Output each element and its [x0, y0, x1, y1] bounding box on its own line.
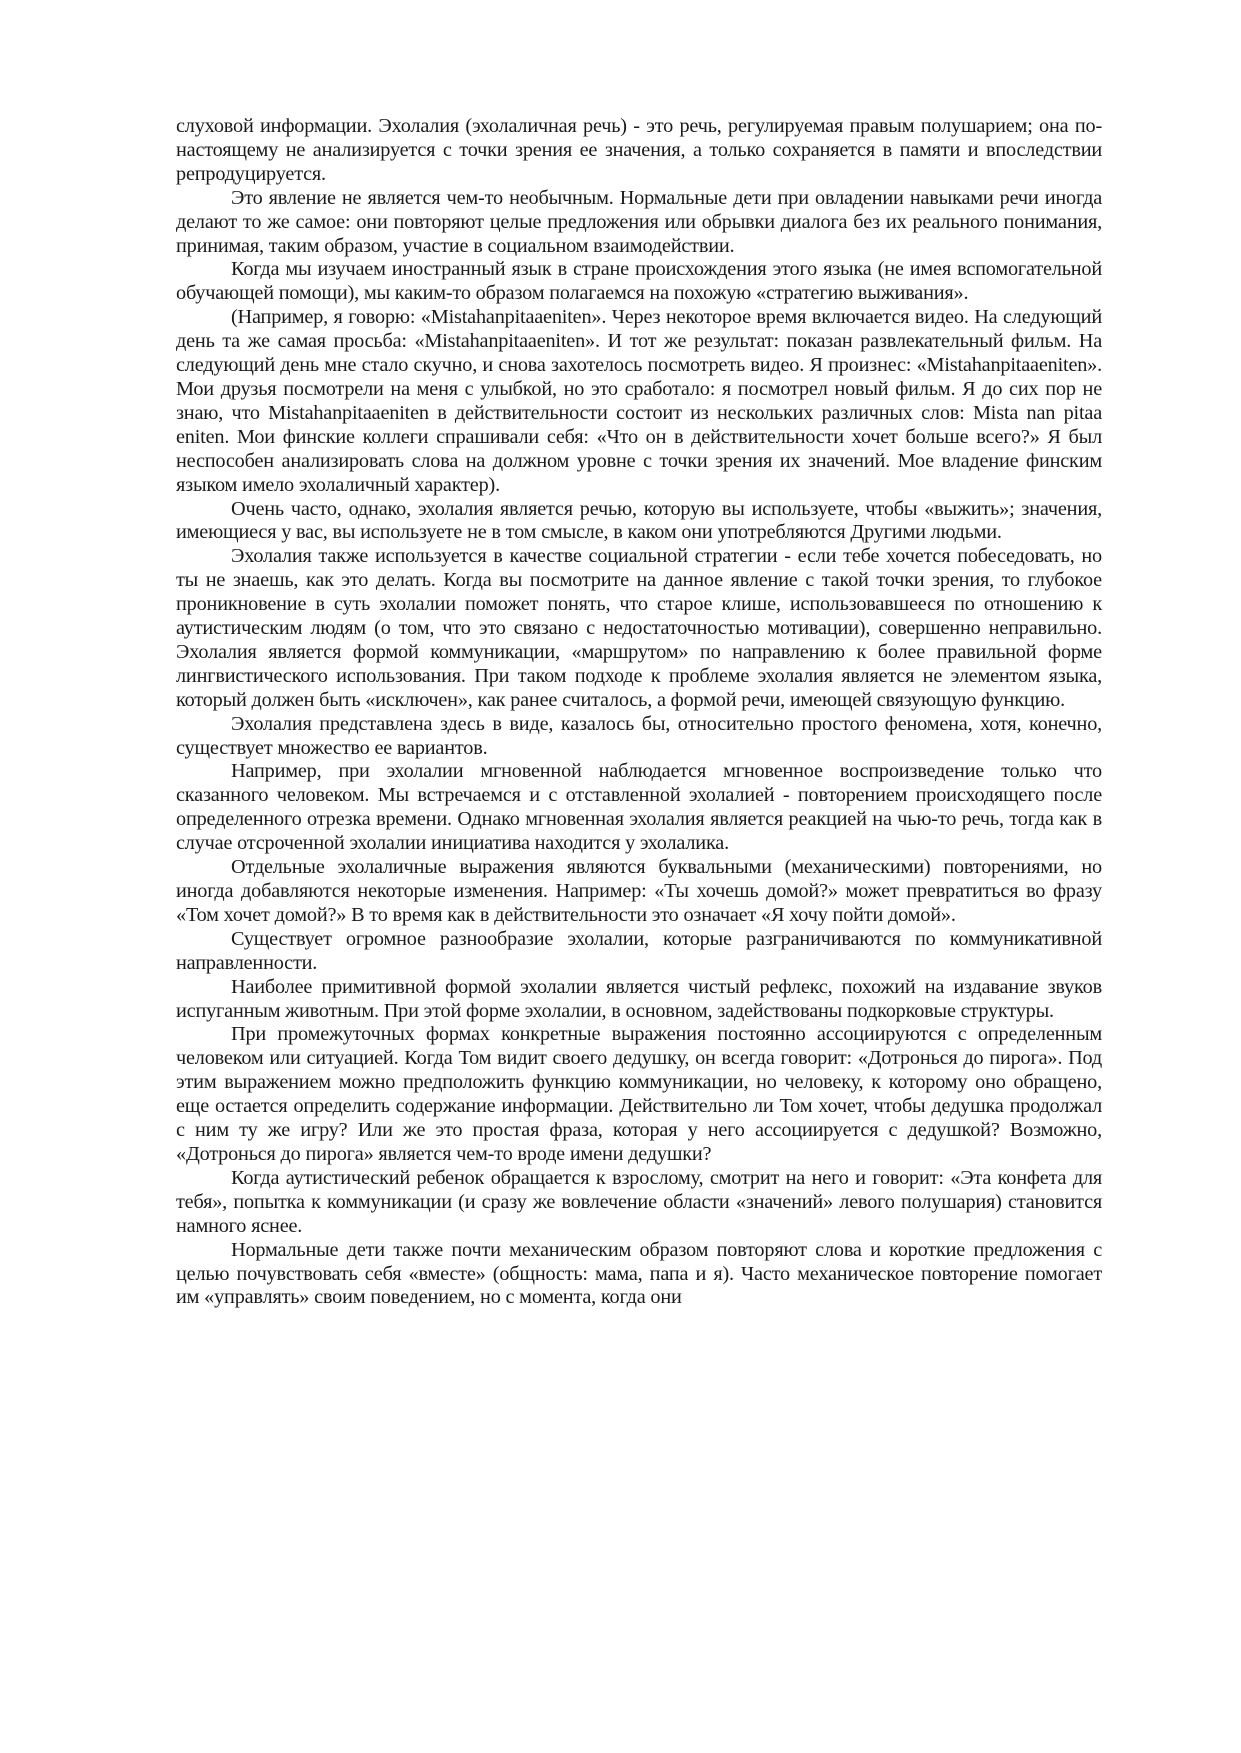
paragraph-9: Отдельные эхолаличные выражения являются буквальными (механическими) повторениями, но иногда добавляются некоторые изменения. Например: «Ты хочешь домой?» может превратиться во фразу «Том хочет домой?» В то время как в действительности это означает «Я хочу пойти домой». [176, 856, 1102, 926]
paragraph-7: Эхолалия представлена здесь в виде, казалось бы, относительно простого феномена, хотя, конечно, существует множество ее вариантов. [176, 712, 1102, 759]
paragraph-5: Очень часто, однако, эхолалия является речью, которую вы используете, чтобы «выжить»; значения, имеющиеся у вас, вы используете не в том смысле, в каком они употребляются Другими людьми. [176, 497, 1102, 544]
paragraph-8: Например, при эхолалии мгновенной наблюдается мгновенное воспроизведение только что сказанного человеком. Мы встречаемся и с отставленной эхолалией - повторением происходящего после определенного отрезка времени. Однако мгновенная эхолалия является реакцией на чью-то речь, тогда как в случае отсроченной эхолалии инициатива находится у эхолалика. [176, 760, 1102, 855]
paragraph-11: Наиболее примитивной формой эхолалии является чистый рефлекс, похожий на издавание звуков испуганным животным. При этой форме эхолалии, в основном, задействованы подкорковые структуры. [176, 975, 1102, 1022]
paragraph-13: Когда аутистический ребенок обращается к взрослому, смотрит на него и говорит: «Эта конфета для тебя», попытка к коммуникации (и сразу же вовлечение области «значений» левого полушария) становится намного яснее. [176, 1166, 1102, 1237]
paragraph-14: Нормальные дети также почти механическим образом повторяют слова и короткие предложения с целью почувствовать себя «вместе» (общность: мама, папа и я). Часто механическое повторение помогает им «управлять» своим поведением, но с момента, когда они [176, 1238, 1102, 1309]
paragraph-1: слуховой информации. Эхолалия (эхолаличная речь) - это речь, регулируемая правым полушарием; она по-настоящему не анализируется с точки зрения ее значения, а только сохраняется в памяти и впоследствии репродуцируется. [176, 115, 1102, 185]
paragraph-6: Эхолалия также используется в качестве социальной стратегии - если тебе хочется побеседовать, но ты не знаешь, как это делать. Когда вы посмотрите на данное явление с такой точки зрения, то глубокое проникновение в суть эхолалии поможет понять, что старое клише, использовавшееся по отношению к аутистическим людям (о том, что это связано с недостаточностью мотивации), совершенно неправильно. Эхолалия является формой коммуникации, «маршрутом» по направлению к более правильной форме лингвистического использования. При таком подходе к проблеме эхолалия является не элементом языка, который должен быть «исключен», как ранее считалось, а формой речи, имеющей связующую функцию. [176, 545, 1102, 711]
paragraph-10: Существует огромное разнообразие эхолалии, которые разграничиваются по коммуникативной направленности. [176, 927, 1102, 974]
paragraph-12: При промежуточных формах конкретные выражения постоянно ассоциируются с определенным человеком или ситуацией. Когда Том видит своего дедушку, он всегда говорит: «Дотронься до пирога». Под этим выражением можно предположить функцию коммуникации, но человеку, к которому оно обращено, еще остается определить содержание информации. Действительно ли Том хочет, чтобы дедушка продолжал с ним ту же игру? Или же это простая фраза, которая у него ассоциируется с дедушкой? Возможно, «Дотронься до пирога» является чем-то вроде имени дедушки? [176, 1023, 1102, 1165]
document-page [176, 115, 1102, 1310]
paragraph-3: Когда мы изучаем иностранный язык в стране происхождения этого языка (не имея вспомогательной обучающей помощи), мы каким-то образом полагаемся на похожую «стратегию выживания». [176, 258, 1102, 305]
paragraph-2: Это явление не является чем-то необычным. Нормальные дети при овладении навыками речи иногда делают то же самое: они повторяют целые предложения или обрывки диалога без их реального понимания, принимая, таким образом, участие в социальном взаимодействии. [176, 186, 1102, 257]
paragraph-4: (Например, я говорю: «Mistahanpitaaeniten». Через некоторое время включается видео. На следующий день та же самая просьба: «Mistahanpitaaeniten». И тот же результат: показан развлекательный фильм. На следующий день мне стало скучно, и снова захотелось посмотреть видео. Я произнес: «Mistahanpitaaeniten». Мои друзья посмотрели на меня с улыбкой, но это сработало: я посмотрел новый фильм. Я до сих пор не знаю, что Mistahanpitaaeniten в действительности состоит из нескольких различных слов: Mista nan pitaa eniten. Мои финские коллеги спрашивали себя: «Что он в действительности хочет больше всего?» Я был неспособен анализировать слова на должном уровне с точки зрения их значений. Мое владение финским языком имело эхолаличный характер). [176, 306, 1102, 496]
